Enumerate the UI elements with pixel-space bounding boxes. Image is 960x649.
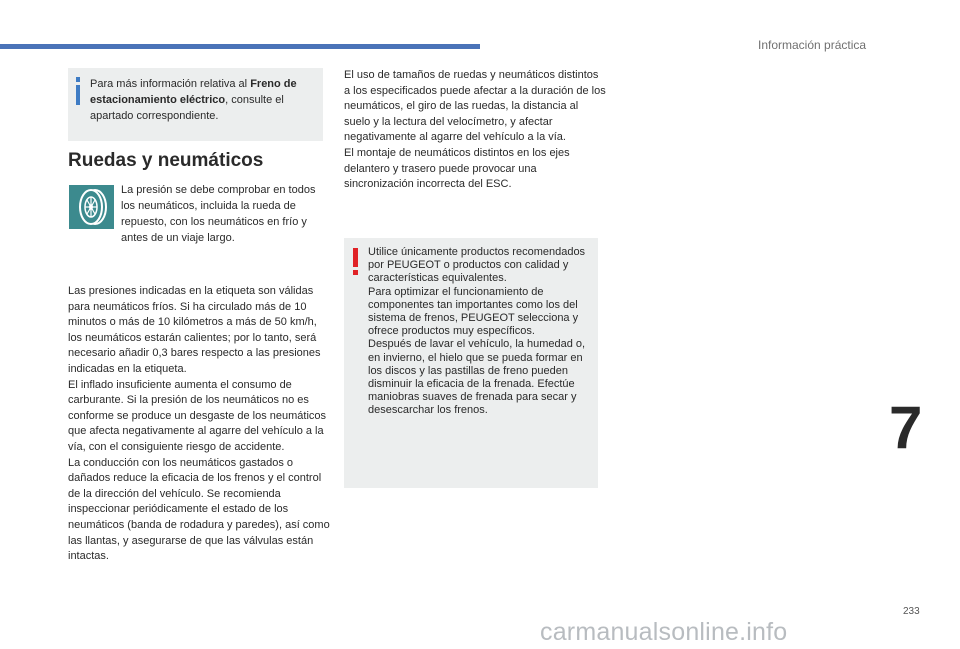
warning-icon: [353, 248, 358, 275]
warning-note-text: [368, 246, 594, 418]
tire-intro-text: La presión se debe comprobar en todos los neumáticos, incluida la rueda de repuesto, con los neumáticos en frío y antes de un viaje largo.: [121, 184, 316, 244]
watermark-text: carmanualsonline.info: [540, 618, 788, 646]
right-column-text: [344, 68, 606, 193]
warning-paragraph: Después de lavar el vehículo, la humedad o, en invierno, el hielo que se pueda formar en los discos y las pastillas de freno pueden disminuir la eficacia de la frenada. Efectúe maniobras suaves de frenada para secar y desescarchar los frenos.: [368, 338, 586, 417]
info-note-text: [90, 76, 318, 124]
left-column-text: [68, 284, 330, 565]
page-number: 233: [903, 606, 920, 617]
chapter-number: 7: [889, 394, 923, 461]
info-note-box: [68, 68, 323, 141]
tire-icon: [69, 185, 114, 229]
warning-paragraph: Utilice únicamente productos recomendados por PEUGEOT o productos con calidad y características equivalentes.: [368, 246, 586, 285]
paragraph: La conducción con los neumáticos gastados o dañados reduce la eficacia de los frenos y el control de la dirección del vehículo. Se recomienda inspeccionar periódicamente el estado de los neumáticos (banda de rodadura y paredes), así como las llantas, y asegurarse de que las válvulas están intactas.: [68, 456, 330, 563]
warning-note-box: [344, 238, 598, 488]
paragraph: Las presiones indicadas en la etiqueta son válidas para neumáticos fríos. Si ha circulado más de 10 minutos o más de 10 kilómetros a más de 50 km/h, los neumáticos estarán calientes; por lo tanto, será necesario añadir 0,3 bares respecto a las presiones indicadas en la etiqueta.: [68, 285, 321, 375]
paragraph: El uso de tamaños de ruedas y neumáticos distintos a los especificados puede afectar a la duración de los neumáticos, el giro de las ruedas, la distancia al suelo y la lectura del velocímetro, y afectar negativamente al agarre del vehículo a la vía.: [344, 69, 606, 144]
warning-paragraph: Para optimizar el funcionamiento de componentes tan importantes como los del sistema de frenos, PEUGEOT selecciona y ofrece productos muy específicos.: [368, 285, 579, 338]
info-icon: [76, 77, 80, 105]
paragraph: El inflado insuficiente aumenta el consumo de carburante. Si la presión de los neumáticos no es conforme se produce un desgaste de los neumáticos que afecta negativamente al agarre del vehículo a la vía, con el consiguiente riesgo de accidente.: [68, 378, 327, 453]
page-heading: Ruedas y neumáticos: [68, 150, 264, 171]
section-title: Información práctica: [758, 38, 867, 52]
paragraph: El montaje de neumáticos distintos en los ejes delantero y trasero puede provocar una sincronización incorrecta del ESC.: [344, 146, 570, 191]
info-text-bold: Freno de estacionamiento eléctrico: [90, 78, 297, 106]
header-accent-bar: [0, 44, 480, 49]
info-text-start: Para más información relativa al: [90, 78, 251, 90]
info-text-end: , consulte el apartado correspondiente.: [90, 94, 284, 122]
